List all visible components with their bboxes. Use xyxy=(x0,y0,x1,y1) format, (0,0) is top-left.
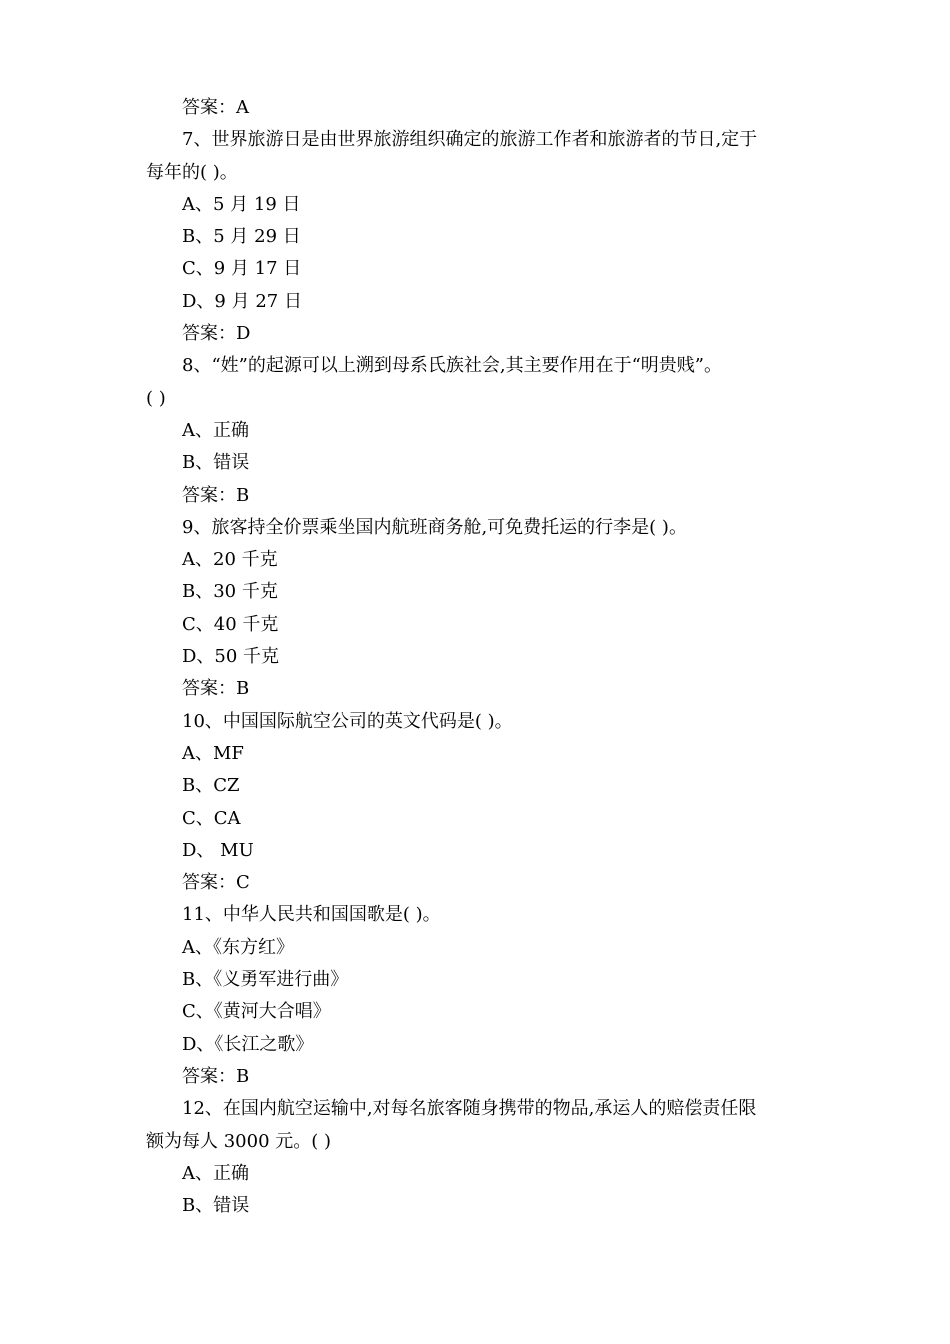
question-10-option-a: A、MF xyxy=(182,742,244,764)
question-9-option-a: A、20 千克 xyxy=(182,549,278,571)
question-11-option-c: C、《黄河大合唱》 xyxy=(182,1001,331,1023)
question-8-option-b: B、错误 xyxy=(182,452,250,474)
answer-q11: 答案：B xyxy=(182,1065,250,1087)
question-7-stem-line2: 每年的( )。 xyxy=(146,161,238,183)
question-12-option-a: A、正确 xyxy=(182,1162,249,1184)
question-12-stem-line1: 12、在国内航空运输中,对每名旅客随身携带的物品,承运人的赔偿责任限 xyxy=(182,1098,757,1120)
question-10-option-c: C、CA xyxy=(182,807,241,829)
question-10-stem: 10、中国国际航空公司的英文代码是( )。 xyxy=(182,710,513,732)
answer-q6: 答案：A xyxy=(182,97,249,118)
answer-q8: 答案：B xyxy=(182,484,250,506)
question-7-option-c: C、9 月 17 日 xyxy=(182,258,302,280)
question-8-stem-line1: 8、“姓”的起源可以上溯到母系氏族社会,其主要作用在于“明贵贱”。 xyxy=(182,355,722,377)
question-11-stem: 11、中华人民共和国国歌是( )。 xyxy=(182,904,441,926)
question-8-option-a: A、正确 xyxy=(182,419,249,441)
question-12-stem-line2: 额为每人 3000 元。( ) xyxy=(146,1130,332,1152)
question-10-option-b: B、CZ xyxy=(182,775,240,797)
question-10-option-d: D、 MU xyxy=(182,839,254,861)
question-7-option-b: B、5 月 29 日 xyxy=(182,226,301,248)
question-11-option-d: D、《长江之歌》 xyxy=(182,1033,314,1055)
document-content xyxy=(146,92,806,1222)
answer-q9: 答案：B xyxy=(182,678,250,700)
question-11-option-a: A、《东方红》 xyxy=(182,936,294,958)
answer-q7: 答案：D xyxy=(182,323,251,345)
question-9-option-c: C、40 千克 xyxy=(182,613,279,635)
question-7-option-d: D、9 月 27 日 xyxy=(182,290,302,312)
question-9-stem: 9、旅客持全价票乘坐国内航班商务舱,可免费托运的行李是( )。 xyxy=(182,516,687,538)
question-7-option-a: A、5 月 19 日 xyxy=(182,193,301,215)
question-11-option-b: B、《义勇军进行曲》 xyxy=(182,969,349,991)
question-9-option-d: D、50 千克 xyxy=(182,646,280,668)
question-9-option-b: B、30 千克 xyxy=(182,581,278,603)
question-7-stem-line1: 7、世界旅游日是由世界旅游组织确定的旅游工作者和旅游者的节日,定于 xyxy=(182,129,758,151)
question-8-stem-line2: ( ) xyxy=(146,387,166,409)
answer-q10: 答案：C xyxy=(182,872,250,894)
question-12-option-b: B、错误 xyxy=(182,1195,250,1217)
